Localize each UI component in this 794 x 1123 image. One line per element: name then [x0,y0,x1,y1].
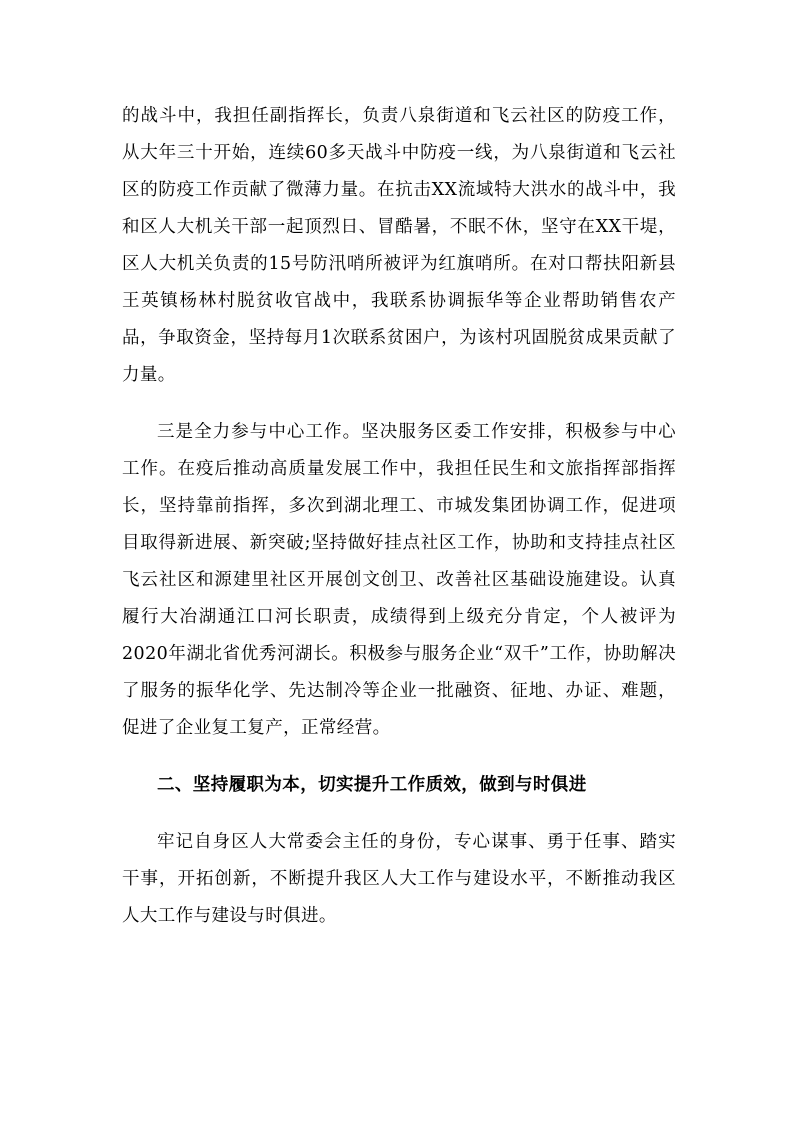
paragraph-central-work: 三是全力参与中心工作。坚决服务区委工作安排，积极参与中心工作。在疫后推动高质量发展工作中，我担任民生和文旅指挥部指挥长，坚持靠前指挥，多次到湖北理工、市城发集团协调工作，促进项目取得新进展、新突破;坚持做好挂点社区工作，协助和支持挂点社区飞云社区和源建里社区开展创文创卫、改善社区基础设施建设。认真履行大冶湖通江口河长职责，成绩得到上级充分肯定，个人被评为2020年湖北省优秀河湖长。积极参与服务企业“双千”工作，协助解决了服务的振华化学、先达制冷等企业一批融资、征地、办证、难题，促进了企业复工复产，正常经营。 [122,422,676,738]
paragraph-continued: 的战斗中，我担任副指挥长，负责八泉街道和飞云社区的防疫工作，从大年三十开始，连续60多天战斗中防疫一线，为八泉街道和飞云社区的防疫工作贡献了微薄力量。在抗击XX流域特大洪水的战斗中，我和区人大机关干部一起顶烈日、冒酷暑，不眠不休，坚守在XX干堤，区人大机关负责的15号防汛哨所被评为红旗哨所。在对口帮扶阳新县王英镇杨林村脱贫收官战中，我联系协调振华等企业帮助销售农产品，争取资金，坚持每月1次联系贫困户，为该村巩固脱贫成果贡献了力量。 [122,106,676,385]
paragraph-duty: 牢记自身区人大常委会主任的身份，专心谋事、勇于任事、踏实干事，开拓创新，不断提升我区人大工作与建设水平，不断推动我区人大工作与建设与时俱进。 [122,832,676,926]
section-heading: 二、坚持履职为本，切实提升工作质效，做到与时俱进 [157,775,587,795]
document-body [122,98,676,935]
